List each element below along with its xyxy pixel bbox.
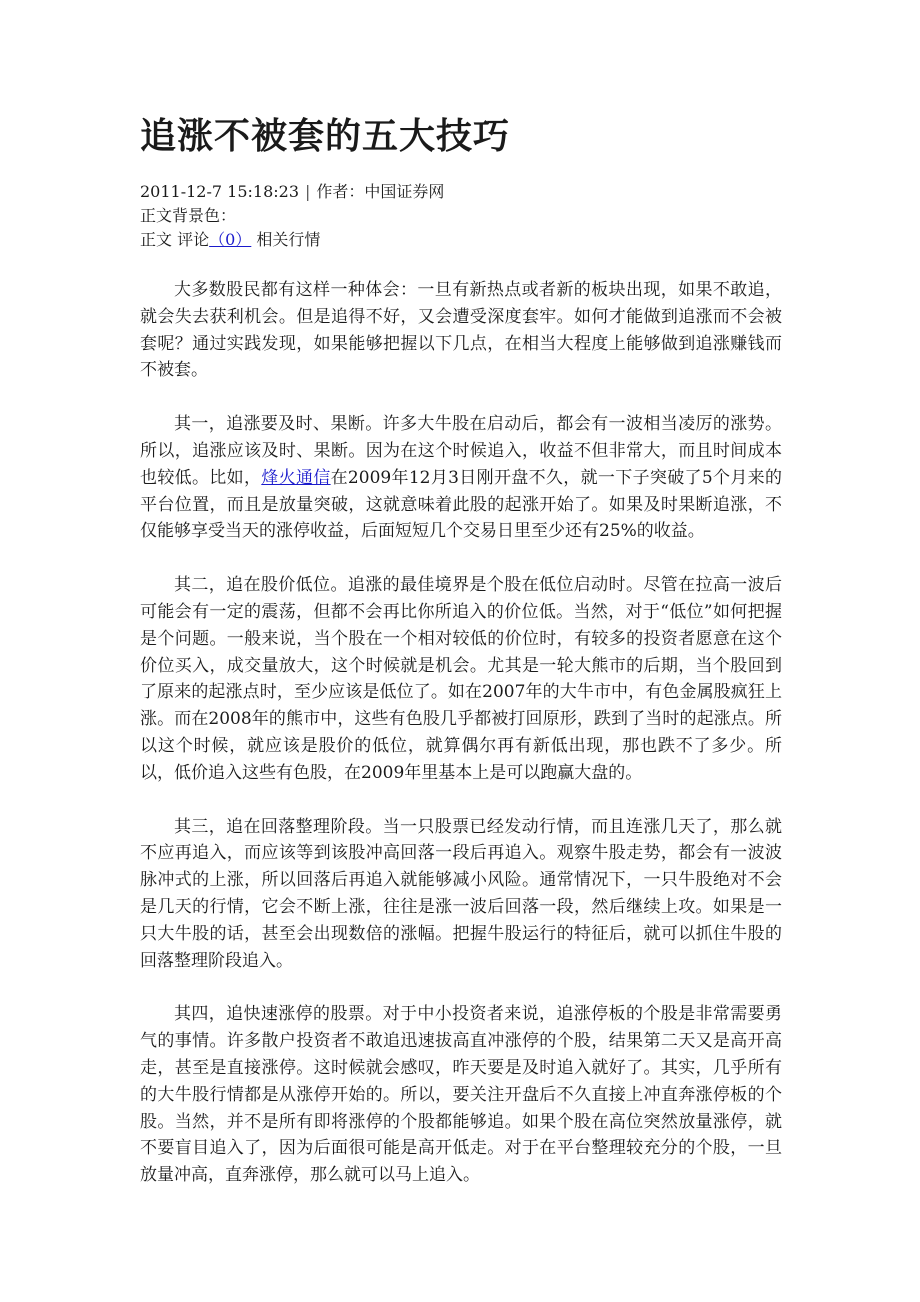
paragraph-tip-2: 其二，追在股价低位。追涨的最佳境界是个股在低位启动时。尽管在拉高一波后可能会有一定的震荡，但都不会再比你所追入的价位低。当然，对于“低位”如何把握是个问题。一般来说，当个股在一个相对较低的价位时，有较多的投资者愿意在这个价位买入，成交量放大，这个时候就是机会。尤其是一轮大熊市的后期，当个股回到了原来的起涨点时，至少应该是低位了。如在2007年的大牛市中，有色金属股疯狂上涨。而在2008年的熊市中，这些有色股几乎都被打回原形，跌到了当时的起涨点。所以这个时候，就应该是股价的低位，就算偶尔再有新低出现，那也跌不了多少。所以，低价追入这些有色股，在2009年里基本上是可以跑赢大盘的。 [140,575,782,783]
publish-datetime: 2011-12-7 15:18:23 [140,182,300,201]
article-meta [140,180,782,252]
background-color-row [140,204,782,228]
paragraph-tip-4: 其四，追快速涨停的股票。对于中小投资者来说，追涨停板的个股是非常需要勇气的事情。许多散户投资者不敢追迅速拔高直冲涨停的个股，结果第二天又是高开高走，甚至是直接涨停。这时候就会感叹，昨天要是及时追入就好了。其实，几乎所有的大牛股行情都是从涨停开始的。所以，要关注开盘后不久直接上冲直奔涨停板的个股。当然，并不是所有即将涨停的个股都能够追。如果个股在高位突然放量涨停，就不要盲目追入了，因为后面很可能是高开低走。对于在平台整理较充分的个股，一旦放量冲高，直奔涨停，那么就可以马上追入。 [140,1004,782,1186]
paragraph-intro: 大多数股民都有这样一种体会：一旦有新热点或者新的板块出现，如果不敢追，就会失去获利机会。但是追得不好，又会遭受深度套牢。如何才能做到追涨而不会被套呢？通过实践发现，如果能够把握以下几点，在相当大程度上能够做到追涨赚钱而不被套。 [140,280,782,381]
author-name: 中国证券网 [364,182,445,201]
comment-count-link[interactable]: （0） [209,230,252,249]
paragraph-tip-1-before: 其一，追涨要及时、果断。许多大牛股在启动后，都会有一波相当凌厉的涨势。所以，追涨应该及时、果断。因为在这个时候追入，收益不但非常大，而且时间成本也较低。比如， [140,414,782,488]
tab-body[interactable]: 正文 [140,230,173,249]
article-tabs [140,228,782,252]
paragraph-tip-1 [140,411,782,545]
article-title: 追涨不被套的五大技巧 [140,115,511,157]
tab-comment[interactable]: 评论 [177,230,210,249]
paragraph-tip-1-after: 在2009年12月3日刚开盘不久，就一下子突破了5个月来的平台位置，而且是放量突破，这就意味着此股的起涨开始了。如果及时果断追涨，不仅能够享受当天的涨停收益，后面短短几个交易日里至少还有25%的收益。 [140,467,783,542]
paragraph-tip-3: 其三，追在回落整理阶段。当一只股票已经发动行情，而且连涨几天了，那么就不应再追入，而应该等到该股冲高回落一段后再追入。观察牛股走势，都会有一波波脉冲式的上涨，所以回落后再追入就能够减小风险。通常情况下，一只牛股绝对不会是几天的行情，它会不断上涨，往往是涨一波后回落一段，然后继续上攻。如果是一只大牛股的话，甚至会出现数倍的涨幅。把握牛股运行的特征后，就可以抓住牛股的回落整理阶段追入。 [140,816,782,971]
author-label: 作者： [316,182,365,201]
tab-related-quotes[interactable]: 相关行情 [256,230,321,249]
meta-separator: | [305,182,311,201]
stock-link-fenghuo[interactable]: 烽火通信 [261,467,331,488]
background-color-label: 正文背景色： [140,206,237,225]
article-body [140,277,782,1216]
meta-datetime-author [140,180,782,204]
